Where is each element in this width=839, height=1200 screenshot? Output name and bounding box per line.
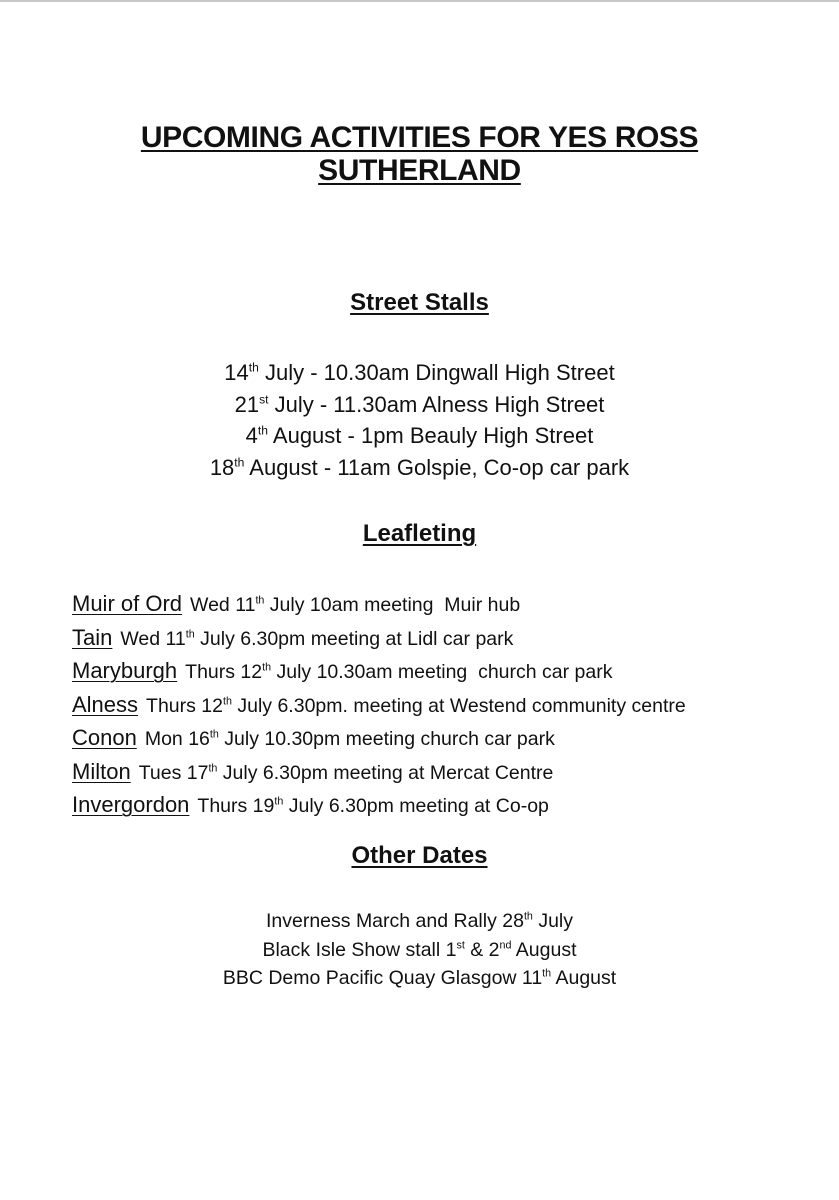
leafleting-item: Invergordon Thurs 19th July 6.30pm meeting at Co-op [72,792,549,817]
leafleting-place: Milton [72,758,131,784]
leafleting-place: Maryburgh [72,658,178,683]
street-stalls-heading: Street Stalls [350,289,489,316]
leafleting-item: Milton Tues 17th July 6.30pm meeting at Mercat Centre [72,758,554,784]
other-date-item: Inverness March and Rally 28th July [265,910,574,932]
page-title: UPCOMING ACTIVITIES FOR YES ROSS SUTHERLAND [140,121,699,187]
other-date-item: BBC Demo Pacific Quay Glasgow 11th August [222,967,617,989]
street-stall-item: 18th August - 11am Golspie, Co-op car park [209,454,630,480]
leafleting-heading: Leafleting [362,520,477,547]
other-date-item: Black Isle Show stall 1st & 2nd August [262,938,577,961]
leafleting-item: Tain Wed 11th July 6.30pm meeting at Lidl car park [72,624,514,650]
street-stall-item: 4th August - 1pm Beauly High Street [245,423,594,448]
leafleting-place: Invergordon [72,792,190,817]
top-border [0,0,839,2]
leafleting-list [72,588,686,823]
leafleting-place: Tain [72,624,113,650]
street-stalls-list [0,357,839,483]
leafleting-item: Maryburgh Thurs 12th July 10.30am meeting church car park [72,658,613,683]
other-dates-heading: Other Dates [351,842,488,869]
leafleting-item: Muir of Ord Wed 11th July 10am meeting Muir hub [72,591,521,616]
leafleting-place: Muir of Ord [72,591,183,616]
leafleting-item: Alness Thurs 12th July 6.30pm. meeting at Westend community centre [72,691,686,717]
leafleting-place: Conon [72,725,137,750]
street-stall-item: 21st July - 11.30am Alness High Street [234,391,605,417]
leafleting-item: Conon Mon 16th July 10.30pm meeting church car park [72,725,555,750]
leafleting-place: Alness [72,691,139,717]
other-dates-list [0,907,839,993]
street-stall-item: 14th July - 10.30am Dingwall High Street [224,360,615,385]
